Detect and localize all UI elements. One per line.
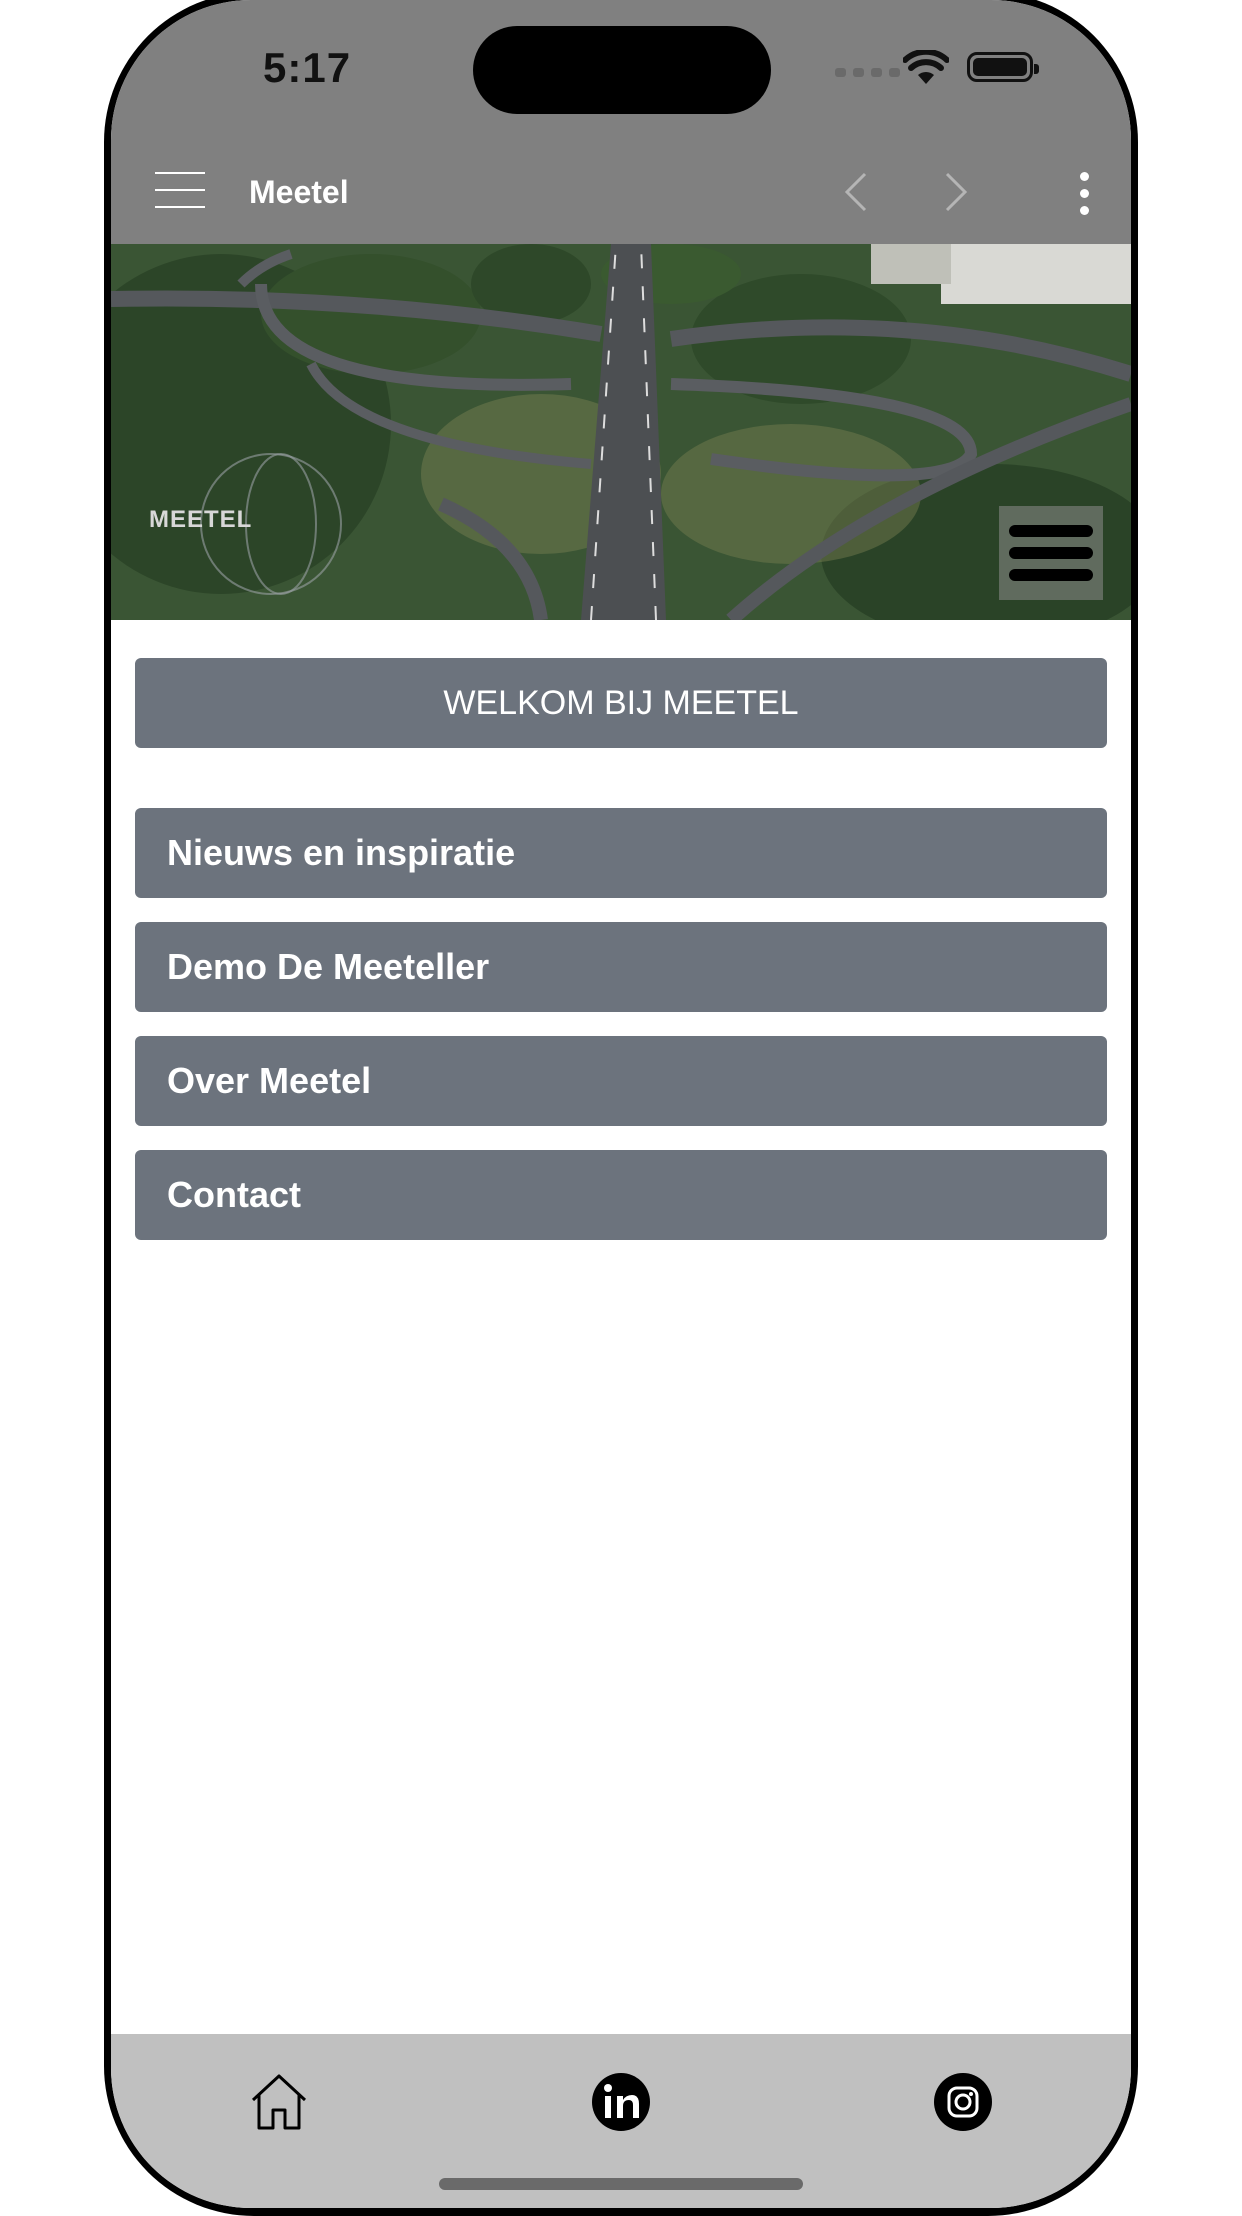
- welcome-button[interactable]: WELKOM BIJ MEETEL: [135, 658, 1107, 748]
- hero-menu-button[interactable]: [999, 506, 1103, 600]
- status-time: 5:17: [263, 44, 352, 91]
- menu-item-demo[interactable]: Demo De Meeteller: [135, 922, 1107, 1012]
- instagram-icon[interactable]: [931, 2070, 995, 2134]
- menu-item-over[interactable]: Over Meetel: [135, 1036, 1107, 1126]
- hero-image: [111, 244, 1131, 620]
- hero-logo-text: MEETEL: [149, 506, 253, 533]
- vertical-dots-icon[interactable]: [1077, 172, 1091, 216]
- chevron-right-icon[interactable]: [937, 170, 977, 214]
- highway-illustration: [111, 244, 1131, 620]
- frame-left: [0, 0, 111, 2208]
- battery-icon: [967, 52, 1033, 82]
- home-icon[interactable]: [247, 2070, 311, 2134]
- phone-screen: [111, 0, 1131, 2208]
- hamburger-menu-icon[interactable]: [155, 172, 205, 208]
- cellular-signal-icon: [835, 68, 900, 77]
- frame-right: [1131, 0, 1242, 2208]
- menu-item-nieuws[interactable]: Nieuws en inspiratie: [135, 808, 1107, 898]
- linkedin-icon[interactable]: [589, 2070, 653, 2134]
- dynamic-island: [473, 26, 771, 114]
- top-bar: [111, 0, 1131, 244]
- home-indicator: [439, 2178, 803, 2190]
- wifi-icon: [903, 50, 949, 86]
- chevron-left-icon[interactable]: [835, 170, 875, 214]
- menu-item-contact[interactable]: Contact: [135, 1150, 1107, 1240]
- app-title: Meetel: [249, 174, 349, 210]
